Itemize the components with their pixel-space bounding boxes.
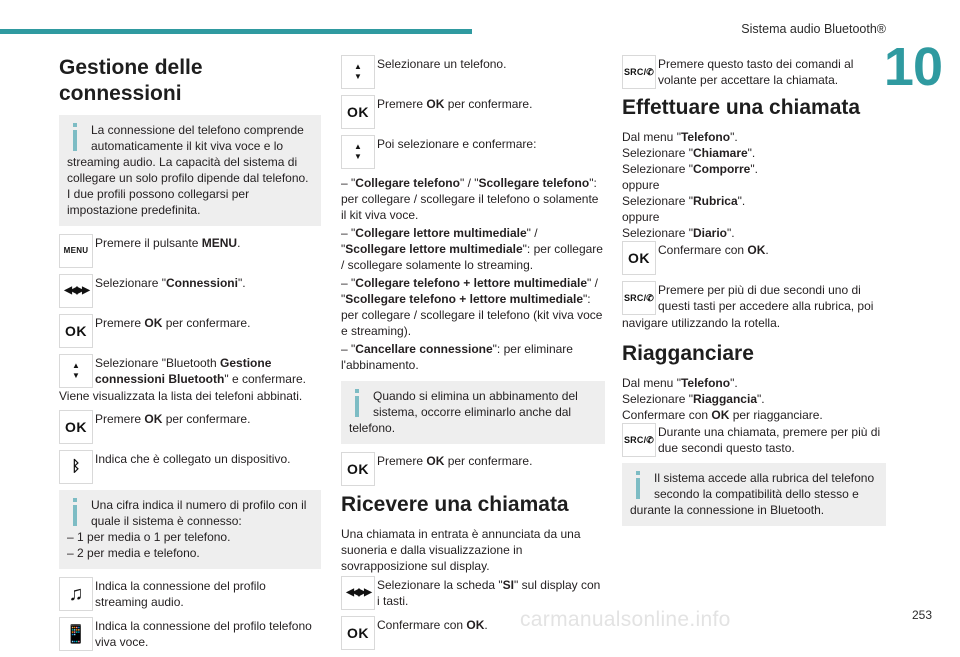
up-down-arrows-icon: ▲ ▼ (341, 55, 375, 89)
step-select-phone: ▲ ▼ Selezionare un telefono. (341, 55, 605, 89)
ok-button-icon: OK (59, 314, 93, 348)
info-note-profile: Una cifra indica il numero di profilo con il quale il sistema è connesso: – 1 per media o 1 per telefono. – 2 per media e telefono. (59, 490, 321, 569)
page-number: 253 (911, 608, 932, 622)
info-note-delete: Quando si elimina un abbinamento del sistema, occorre eliminarlo anche dal telefono. (341, 381, 605, 444)
chapter-number: 10 (883, 37, 942, 97)
step-menu: MENU Premere il pulsante MENU. (59, 234, 321, 268)
select-rubrica-line: Selezionare "Rubrica". (622, 194, 746, 208)
ok-button-icon: OK (341, 616, 375, 650)
menu-telefono-line: Dal menu "Telefono". (622, 130, 738, 144)
step-phonebook: SRC/✆ Premere per più di due secondi uno di questi tasti per accedere alla rubrica, poi (623, 283, 874, 313)
ok-button-icon: OK (59, 410, 93, 444)
step-streaming: ♫ Indica la connessione del profilo streaming audio. (59, 577, 321, 611)
step-confirm-ok: OK Confermare con OK. (341, 616, 605, 650)
phone-icon: 📱 (59, 617, 93, 651)
music-note-icon: ♫ (59, 577, 93, 611)
heading-effettuare: Effettuare una chiamata (622, 96, 861, 119)
column-3 (622, 55, 886, 534)
column-2 (341, 55, 605, 656)
option-media: – "Collegare lettore multimediale" / "Scollegare lettore multimediale": per collegare / scollegare solamente lo streaming. (341, 226, 603, 272)
step-handsfree: 📱 Indica la connessione del profilo telefono viva voce. (59, 617, 321, 651)
left-right-arrows-icon: ◀◀ ▶▶ (341, 576, 375, 610)
step-ok: OK Premere OK per confermare. (341, 95, 605, 129)
paired-list-text: Viene visualizzata la lista dei telefoni abbinati. (59, 389, 303, 403)
info-icon (67, 123, 85, 151)
ok-button-icon: OK (341, 95, 375, 129)
ok-button-icon: OK (622, 241, 656, 275)
up-down-arrows-icon: ▲ ▼ (59, 354, 93, 388)
left-right-arrows-icon: ◀◀ ▶▶ (59, 274, 93, 308)
navigate-wheel-text: navigare utilizzando la rotella. (622, 316, 781, 330)
step-confirm-ok: OK Confermare con OK. (622, 241, 886, 275)
info-icon (630, 471, 648, 499)
step-select-confirm: ▲ ▼ Poi selezionare e confermare: (341, 135, 605, 169)
option-phone-media: – "Collegare telefono + lettore multimediale" / "Scollegare telefono + lettore multimediale": per collegare / scollegare il telefono (kit viva voce e streaming). (341, 276, 603, 338)
oppure-line: oppure (622, 210, 660, 224)
step-ok-3: OK Premere OK per confermare. (341, 452, 605, 486)
info-icon (67, 498, 85, 526)
step-connessioni: ◀◀ ▶▶ Selezionare "Connessioni". (59, 274, 321, 308)
src-phone-button-icon: SRC/✆ (622, 423, 656, 457)
select-riaggancia-line: Selezionare "Riaggancia". (622, 392, 765, 406)
step-bluetooth: ▲ ▼ Selezionare "Bluetooth Gestione connessioni Bluetooth" e confermare. (59, 354, 321, 388)
watermark: carmanualsonline.info (520, 608, 731, 631)
option-delete: – "Cancellare connessione": per eliminare l'abbinamento. (341, 342, 573, 372)
ok-button-icon: OK (341, 452, 375, 486)
step-ok: OK Premere OK per confermare. (59, 314, 321, 348)
select-comporre-line: Selezionare "Comporre". (622, 162, 758, 176)
bluetooth-icon: ᛒ (59, 450, 93, 484)
step-select-si: ◀◀ ▶▶ Selezionare la scheda "SI" sul display con i tasti. (341, 576, 605, 610)
confirm-hangup-line: Confermare con OK per riagganciare. (622, 408, 823, 422)
heading-ricevere: Ricevere una chiamata (341, 493, 569, 516)
step-bt-indicator: ᛒ Indica che è collegato un dispositivo. (59, 450, 321, 484)
oppure-line: oppure (622, 178, 660, 192)
info-note: La connessione del telefono comprende automaticamente il kit viva voce e lo streaming audio. La capacità del sistema di collegare un solo profilo dipende dal telefono. I due profili possono collegarsi per impostazione predefinita. (59, 115, 321, 226)
heading-riagganciare: Riagganciare (622, 342, 754, 365)
step-ok-2: OK Premere OK per confermare. (59, 410, 321, 444)
src-phone-button-icon: SRC/✆ (622, 55, 656, 89)
info-icon (349, 389, 367, 417)
menu-button-icon: MENU (59, 234, 93, 268)
step-hangup: SRC/✆ Durante una chiamata, premere per più di due secondi questo tasto. (623, 425, 881, 455)
select-chiamare-line: Selezionare "Chiamare". (622, 146, 756, 160)
up-down-arrows-icon: ▲ ▼ (341, 135, 375, 169)
section-title: Sistema audio Bluetooth® (741, 22, 886, 36)
info-note-phonebook: Il sistema accede alla rubrica del telefono secondo la compatibilità dello stesso e durante la connessione in Bluetooth. (622, 463, 886, 526)
heading-gestione: Gestione delle connessioni (59, 56, 203, 105)
step-accept-call: SRC/✆ Premere questo tasto dei comandi al volante per accettare la chiamata. (623, 57, 854, 87)
menu-telefono-line: Dal menu "Telefono". (622, 376, 738, 390)
incoming-call-text: Una chiamata in entrata è annunciata da una suoneria e dalla visualizzazione in sovrapposizione sul display. (341, 527, 581, 573)
header-accent-bar (0, 29, 472, 34)
option-phone: – "Collegare telefono" / "Scollegare telefono": per collegare / scollegare il telefono o solamente il kit viva voce. (341, 176, 599, 222)
src-phone-button-icon: SRC/✆ (622, 281, 656, 315)
select-diario-line: Selezionare "Diario". (622, 226, 735, 240)
column-1 (59, 55, 321, 657)
